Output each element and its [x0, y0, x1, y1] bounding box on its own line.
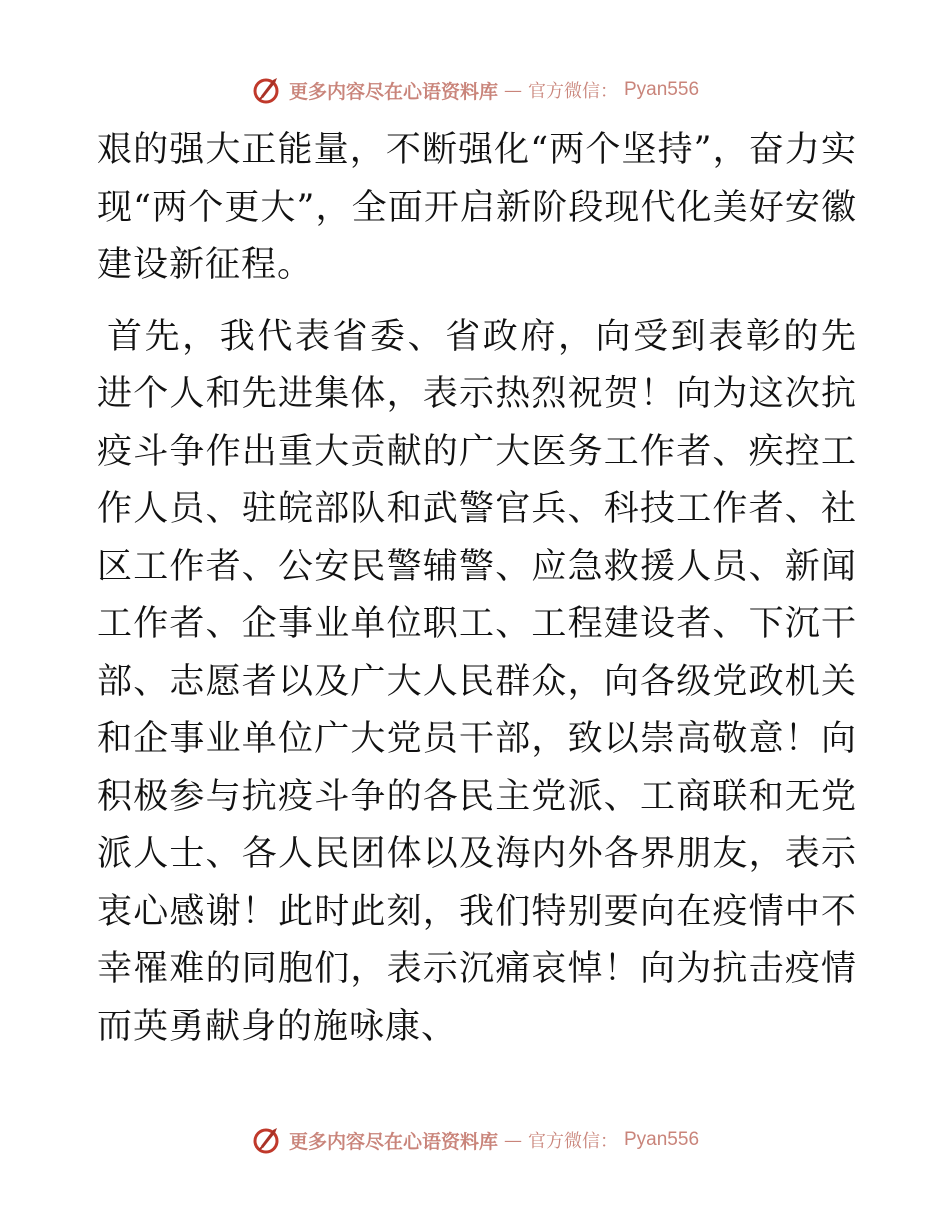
footer-watermark	[0, 1120, 950, 1160]
document-body	[97, 122, 857, 1056]
footer-brand-text: 更多内容尽在心语资料库	[288, 1130, 498, 1153]
header-wechat-id: Pyan556	[624, 79, 700, 100]
footer-wechat-id: Pyan556	[624, 1129, 700, 1150]
footer-official-label: 官方微信：	[528, 1131, 618, 1152]
paragraph-1: 艰的强大正能量，不断强化“两个坚持”，奋力实现“两个更大”，全面开启新阶段现代化美好安徽建设新征程。	[97, 130, 857, 285]
header-separator: —	[504, 79, 522, 101]
paragraph-2: 首先，我代表省委、省政府，向受到表彰的先进个人和先进集体，表示热烈祝贺！向为这次抗疫斗争作出重大贡献的广大医务工作者、疾控工作人员、驻皖部队和武警官兵、科技工作者、社区工作者、公安民警辅警、应急救援人员、新闻工作者、企事业单位职工、工程建设者、下沉干部、志愿者以及广大人民群众，向各级党政机关和企事业单位广大党员干部，致以崇高敬意！向积极参与抗疫斗争的各民主党派、工商联和无党派人士、各人民团体以及海内外各界朋友，表示衷心感谢！此时此刻，我们特别要向在疫情中不幸罹难的同胞们，表示沉痛哀悼！向为抗击疫情而英勇献身的施咏康、	[97, 316, 857, 1047]
footer-separator: —	[504, 1129, 522, 1151]
quill-logo-icon	[251, 1124, 283, 1156]
header-watermark	[0, 70, 950, 110]
header-brand-text: 更多内容尽在心语资料库	[288, 80, 498, 103]
header-official-label: 官方微信：	[528, 81, 618, 102]
quill-logo-icon	[251, 74, 283, 106]
